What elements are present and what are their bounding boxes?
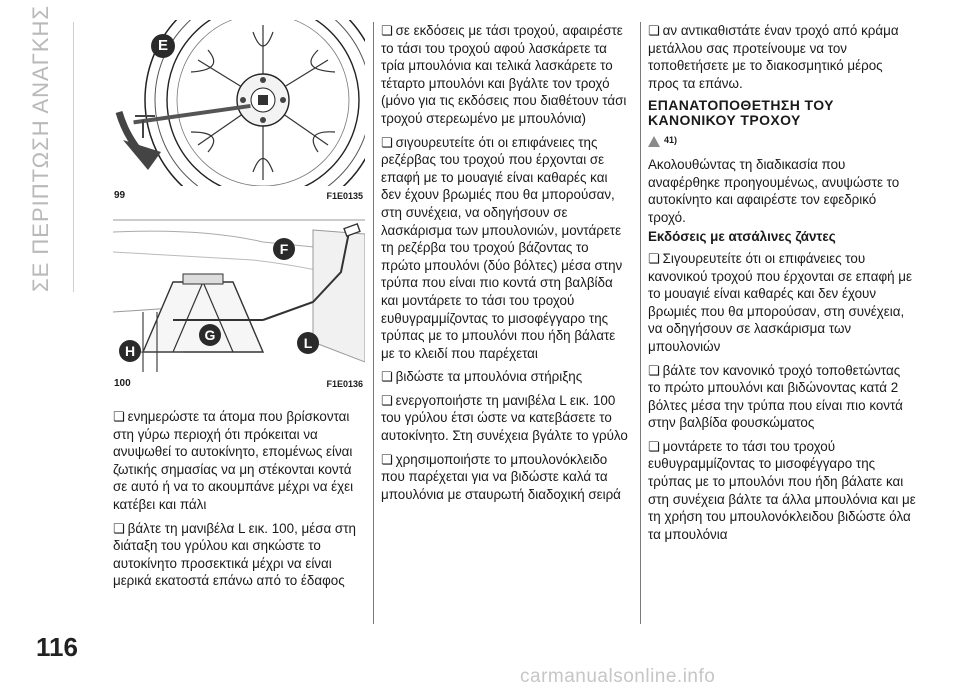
step-fit-normal-wheel: ❏ βάλτε τον κανονικό τροχό τοποθετώντας το πρώτο μπουλόνι και βιδώνοντας κατά 2 βόλτες μέσα την τρύπα που είναι πιο κοντά στην βαλβίδα φουσκώματος [648, 362, 916, 432]
figure-100-code: F1E0136 [326, 379, 363, 389]
page-number: 116 [36, 632, 78, 662]
figure-100 [113, 212, 365, 398]
figure-99-code: F1E0135 [326, 191, 363, 201]
step-alloy-wheel: ❏ αν αντικαθιστάτε έναν τροχό από κράμα μετάλλου σας προτείνουμε να τον τοποθετήσετε με το διακοσμητικό μέρος προς τα επάνω. [648, 22, 916, 92]
warning-ref-number: 41) [664, 135, 678, 146]
column-3 [648, 22, 916, 549]
jack-illustration [113, 212, 365, 372]
step-tighten-bolts: ❏ βιδώστε τα μπουλόνια στήριξης [381, 368, 631, 386]
callout-e: E [151, 34, 175, 58]
warning-reference [648, 132, 916, 150]
intro-paragraph: Ακολουθώντας τη διαδικασία που αναφέρθηκε προηγουμένως, ανυψώστε το αυτοκίνητο και αφαιρέστε τον εφεδρικό τροχό. [648, 156, 900, 225]
watermark: carmanualsonline.info [520, 666, 716, 687]
chapter-title: ΣΕ ΠΕΡΙΠΤΩΣΗ ΑΝΑΓΚΗΣ [28, 4, 53, 292]
column-divider-1 [373, 22, 374, 624]
figure-99-number: 99 [114, 190, 126, 201]
step-check-surfaces: ❏ σιγουρευτείτε ότι οι επιφάνειες της ρεζέρβας του τροχού που έρχονται σε επαφή με το μουαγιέ είναι καθαρές και δεν έχουν βρωμιές που θα μπορούσαν, στη συνέχεια, να οδηγήσουν σε λασκάρισμα των μπουλονιών, μοντάρετε τη ρεζέρβα του τροχού βάζοντας το πρώτο μπουλόνι (δύο βόλτες) μέσα στην τρύπα που είναι πιο κοντά στη βαλβίδα και μοντάρετε το τάσι του τροχού ευθυγραμμίζοντας το μισοφέγγαρο της τρύπας με το μπουλόνι που ήδη βάλατε με το κλειδί που παρέχεται [381, 134, 631, 363]
section-heading: ΕΠΑΝΑΤΟΠΟΘΕΤΗΣΗ ΤΟΥ ΚΑΝΟΝΙΚΟΥ ΤΡΟΧΟΥ [648, 97, 834, 129]
step-insert-crank: ❏ βάλτε τη μανιβέλα L εικ. 100, μέσα στη διάταξη του γρύλου και σηκώστε το αυτοκίνητο προσεκτικά μέχρι να είναι μερικά εκατοστά επάνω από το έδαφος [113, 520, 363, 590]
step-remove-hubcap: ❏ σε εκδόσεις με τάσι τροχού, αφαιρέστε το τάσι του τροχού αφού λασκάρετε τα τρία μπουλόνια και τελικά λασκάρετε το τέταρτο μπουλόνι και βγάλτε τον τροχό (μόνο για τις εκδόσεις που διαθέτουν τάσι τροχού στερεωμένο με μπουλόνια) [381, 22, 631, 128]
figure-100-number: 100 [114, 378, 131, 389]
step-lower-car: ❏ ενεργοποιήστε τη μανιβέλα L εικ. 100 του γρύλου έτσι ώστε να κατεβάσετε το αυτοκίνητο. Στη συνέχεια βγάλτε το γρύλο [381, 392, 631, 445]
callout-h: H [119, 340, 141, 362]
warning-triangle-icon [648, 136, 660, 147]
step-fit-hubcap: ❏ μοντάρετε το τάσι του τροχού ευθυγραμμίζοντας το μισοφέγγαρο της τρύπας με το μπουλόνι που ήδη βάλατε και στη συνέχεια βάλτε τα άλλα μπουλόνια και με τη χρήση του μπουλονόκλειδου βιδώστε όλα τα μπουλόνια [648, 438, 916, 544]
figure-99-illustration [113, 20, 365, 186]
column-2 [381, 22, 631, 509]
column-1 [113, 408, 363, 596]
callout-f: F [273, 238, 295, 260]
step-notify-people: ❏ ενημερώστε τα άτομα που βρίσκονται στη γύρω περιοχή ότι πρόκειται να ανυψωθεί το αυτοκίνητο, επομένως είναι ζωτικής σημασίας να μη στέκονται κοντά σε αυτό ή να το ακουμπάνε μέχρι να έχει κατέβει και πάλι [113, 408, 363, 514]
side-divider [73, 22, 74, 292]
step-use-wrench: ❏ χρησιμοποιήστε το μπουλονόκλειδο που παρέχεται για να βιδώστε καλά τα μπουλόνια με σταυρωτή διαδοχική σειρά [381, 451, 631, 504]
subheading-steel-rims: Εκδόσεις με ατσάλινες ζάντες [648, 229, 836, 245]
column-divider-2 [640, 22, 641, 624]
callout-l: L [297, 332, 319, 354]
step-check-normal-wheel: ❏ Σιγουρευτείτε ότι οι επιφάνειες του κανονικού τροχού που έρχονται σε επαφή με το μουαγιέ είναι καθαρές και δεν έχουν βρωμιές που θα μπορούσαν, στη συνέχεια, να οδηγήσουν σε λασκάρισμα των μπουλονιών [648, 250, 916, 356]
chapter-title-vertical [28, 4, 68, 292]
callout-g: G [199, 324, 221, 346]
figure-100-illustration [113, 212, 365, 372]
figure-99 [113, 20, 365, 206]
